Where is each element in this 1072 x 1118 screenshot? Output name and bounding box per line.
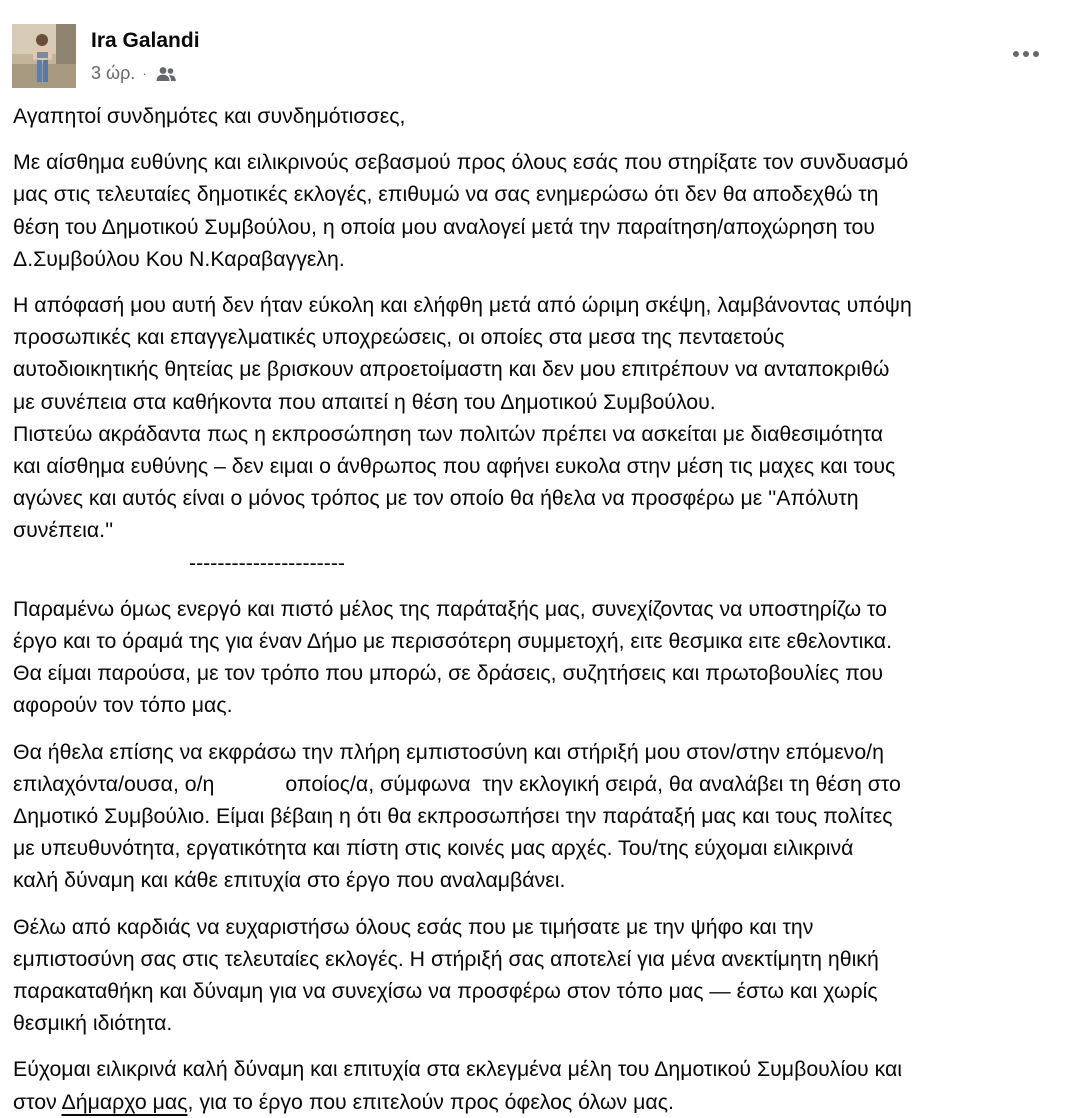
- more-horizontal-icon[interactable]: [1006, 38, 1046, 70]
- text-line: Θα είμαι παρούσα, με τον τρόπο που μπορώ, σε δράσεις, συζητήσεις και πρωτοβουλίες που: [13, 661, 884, 686]
- text-line: Θα ήθελα επίσης να εκφράσω την πλήρη εμπιστοσύνη και στήριξή μου στον/στην επόμενο/η: [13, 739, 884, 764]
- text-line: μας στις τελευταίες δημοτικές εκλογές, επιθυμώ να σας ενημερώσω ότι δεν θα αποδεχθώ τη: [13, 182, 879, 207]
- text-line-with-mention: [13, 1086, 1063, 1118]
- text-line: επιλαχόντα/ουσα, ο/η οποίος/α, σύμφωνα την εκλογική σειρά, θα αναλάβει τη θέση στο: [13, 771, 901, 796]
- post-timestamp[interactable]: 3 ώρ.: [91, 63, 136, 83]
- text-line: αγώνες και αυτός είναι ο μόνος τρόπος με τον οποίο θα ήθελα να προσφέρω με ''Απόλυτη: [13, 486, 859, 511]
- text-line: Παραμένω όμως ενεργό και πιστό μέλος της παράταξής μας, συνεχίζοντας να υποστηρίζω το: [13, 596, 887, 621]
- post-text: [13, 100, 1063, 1118]
- mention-link[interactable]: Δήμαρχο μας: [61, 1089, 188, 1114]
- text-line: παρακαταθήκη και δύναμη για να συνεχίσω να προσφέρω στον τόπο μας — έστω και χωρίς: [13, 979, 878, 1004]
- text-line: καλή δύναμη και κάθε επιτυχία στο έργο που αναλαμβάνει.: [13, 868, 566, 893]
- text-line: Δημοτικό Συμβούλιο. Είμαι βέβαιη η ότι θα εκπροσωπήσει την παράταξή μας και τους πολίτες: [13, 804, 893, 829]
- text-line: Δ.Συμβούλου Κου Ν.Καραβαγγελη.: [13, 246, 345, 271]
- text-line: εμπιστοσύνη σας στις τελευταίες εκλογές. Η στήριξή σας αποτελεί για μένα ανεκτίμητη ηθική: [13, 946, 879, 971]
- text-line: αφορούν τον τόπο μας.: [13, 693, 233, 718]
- text-line: συνέπεια.'': [13, 518, 114, 543]
- post-meta: [91, 63, 177, 84]
- avatar-image: [12, 24, 76, 88]
- mention-suffix: , για το έργο που επιτελούν προς όφελος όλων μας.: [187, 1089, 674, 1114]
- text-line: έργο και το όραμά της για έναν Δήμο με περισσότερη συμμετοχή, ειτε θεσμικα ειτε εθελοντικα.: [13, 629, 893, 654]
- text-line: με συνέπεια στα καθήκοντα που απαιτεί η θέση του Δημοτικού Συμβούλου.: [13, 389, 716, 414]
- author-name[interactable]: Ira Galandi: [91, 29, 200, 52]
- friends-icon[interactable]: [155, 66, 177, 82]
- text-line: θεσμική ιδιότητα.: [13, 1011, 173, 1036]
- text-line: θέση του Δημοτικού Συμβούλου, η οποία μου αναλογεί μετά την παραίτηση/αποχώρηση του: [13, 214, 875, 239]
- text-line: Θέλω από καρδιάς να ευχαριστήσω όλους εσάς που με τιμήσατε με την ψήφο και την: [13, 914, 814, 939]
- text-line: αυτοδιοικητικής θητείας με βρισκουν απροετοίμαστη και δεν μου επιτρέπουν να ανταποκριθώ: [13, 357, 890, 382]
- text-divider: ----------------------: [189, 550, 346, 575]
- mention-prefix: στον: [13, 1089, 62, 1114]
- text-line: Η απόφασή μου αυτή δεν ήταν εύκολη και ελήφθη μετά από ώριμη σκέψη, λαμβάνοντας υπόψη: [13, 293, 912, 318]
- text-line: προσωπικές και επαγγελματικές υποχρεώσεις, οι οποίες στα μεσα της πενταετούς: [13, 325, 785, 350]
- avatar[interactable]: [12, 24, 76, 88]
- text-line: Πιστεύω ακράδαντα πως η εκπροσώπηση των πολιτών πρέπει να ασκείται με διαθεσιμότητα: [13, 421, 884, 446]
- post-header: [12, 24, 1072, 90]
- greeting-line: Αγαπητοί συνδημότες και συνδημότισσες,: [13, 104, 406, 128]
- text-line: Με αίσθημα ευθύνης και ειλικρινούς σεβασμού προς όλους εσάς που στηρίξατε τον συνδυασμό: [13, 150, 909, 175]
- text-line: και αίσθημα ευθύνης – δεν ειμαι ο άνθρωπος που αφήνει ευκολα στην μέση τις μαχες και τους: [13, 454, 896, 479]
- text-line: με υπευθυνότητα, εργατικότητα και πίστη στις κοινές μας αρχές. Του/της εύχομαι ειλικρινά: [13, 836, 854, 861]
- text-line: Εύχομαι ειλικρινά καλή δύναμη και επιτυχία στα εκλεγμένα μέλη του Δημοτικού Συμβουλίου και: [13, 1057, 903, 1082]
- meta-separator: ·: [142, 66, 147, 81]
